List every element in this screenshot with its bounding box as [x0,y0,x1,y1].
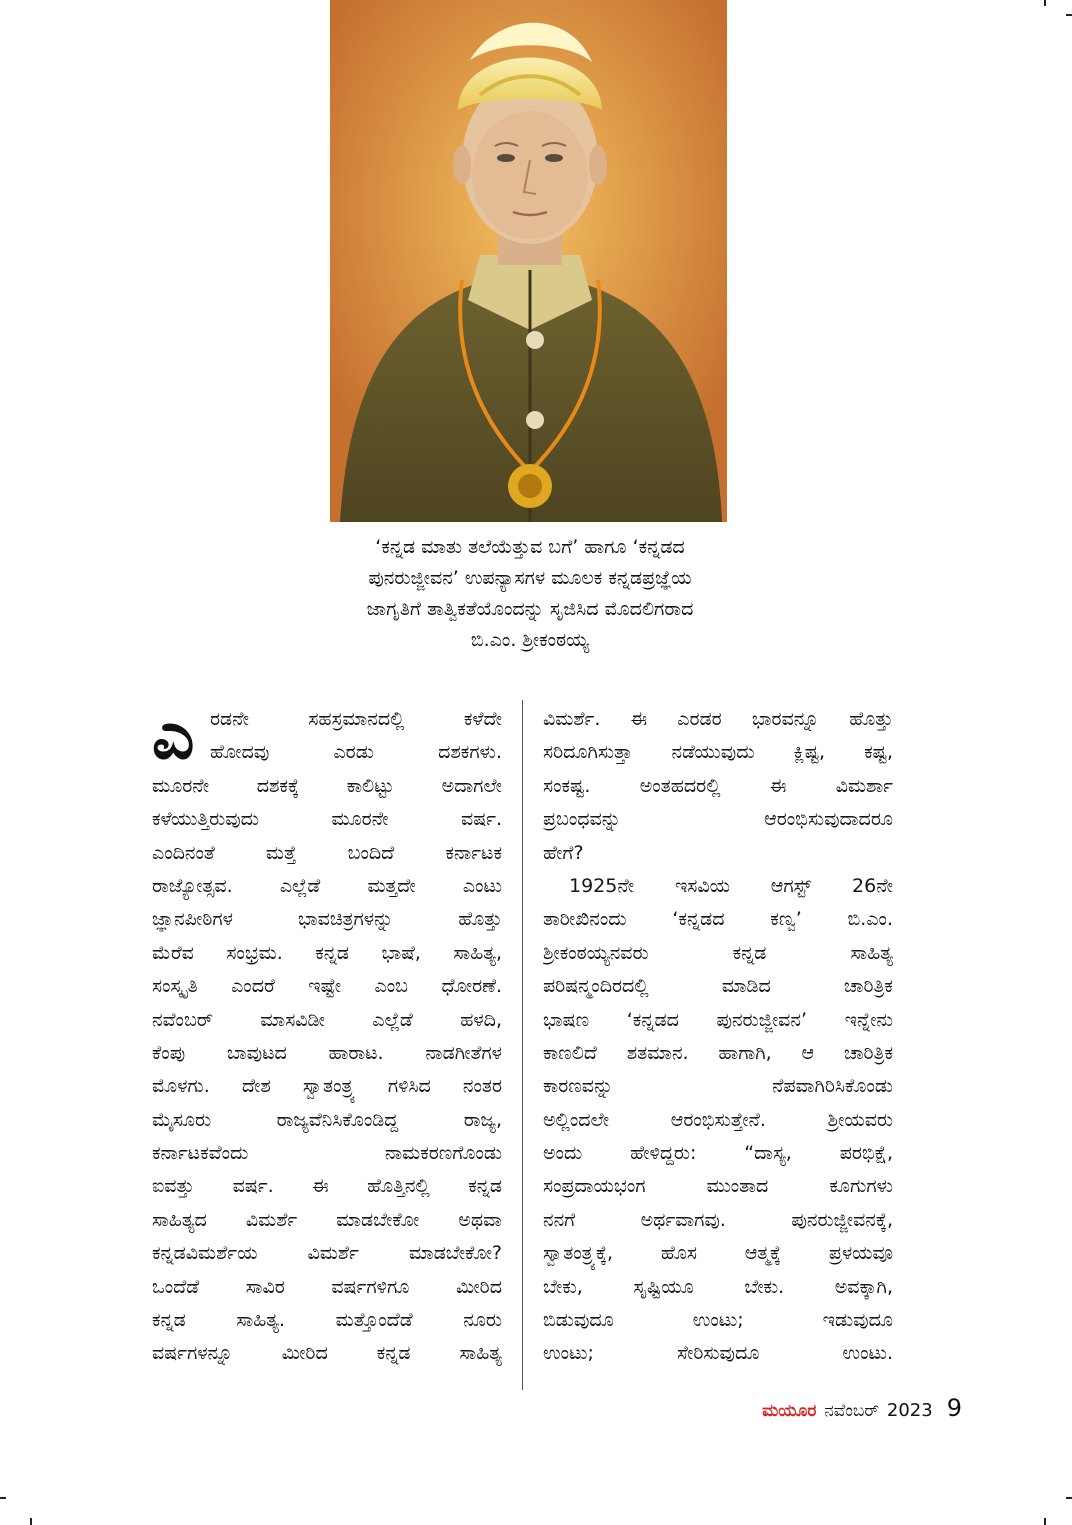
crop-mark [1066,1497,1072,1499]
text-line: ಕಾರಣವನ್ನು ನೆಪವಾಗಿರಿಸಿಕೊಂಡು [543,1075,893,1098]
caption-line: ಪುನರುಜ್ಜೀವನ’ ಉಪನ್ಯಾಸಗಳ ಮೂಲಕ ಕನ್ನಡಪ್ರಜ್ಞೆಯ [368,567,692,589]
text-line: ಸಂಪ್ರದಾಯಭಂಗ ಮುಂತಾದ ಕೂಗುಗಳು [543,1175,893,1198]
text-line: ಮೂರನೇ ದಶಕಕ್ಕೆ ಕಾಲಿಟ್ಟು ಅದಾಗಲೇ [152,774,502,797]
text-line: ಪ್ರಬಂಧವನ್ನು ಆರಂಭಿಸುವುದಾದರೂ [543,808,893,831]
text-line: ಮೈಸೂರು ರಾಜ್ಯವೆನಿಸಿಕೊಂಡಿದ್ದ ರಾಜ್ಯ, [152,1108,502,1131]
issue-month: ನವೆಂಬರ್ [824,1401,879,1421]
text-line: ಶ್ರೀಕಂಠಯ್ಯನವರು ಕನ್ನಡ ಸಾಹಿತ್ಯ [543,941,893,964]
page-number: 9 [946,1394,962,1422]
text-line: ಜ್ಞಾನಪೀಠಿಗಳ ಭಾವಚಿತ್ರಗಳನ್ನು ಹೊತ್ತು [152,908,502,931]
text-line: ಹೇಗೆ? [543,841,584,864]
crop-mark [1066,14,1072,16]
text-line: ಒಂದೆಡೆ ಸಾವಿರ ವರ್ಷಗಳಿಗೂ ಮೀರಿದ [152,1275,502,1298]
text-line: ಕನ್ನಡ ಸಾಹಿತ್ಯ. ಮತ್ತೊಂದೆಡೆ ನೂರು [152,1309,502,1332]
text-line: ಸಂಕಷ್ಟ. ಅಂತಹದರಲ್ಲಿ ಈ ವಿಮರ್ಶಾ [543,774,893,797]
text-line: ರಾಜ್ಯೋತ್ಸವ. ಎಲ್ಲೆಡೆ ಮತ್ತದೇ ಎಂಟು [152,874,502,897]
text-line: ಹೋದವು ಎರಡು ದಶಕಗಳು. [210,741,502,764]
column-divider [522,700,523,1390]
text-line: ತಾರೀಖಿನಂದು ‘ಕನ್ನಡದ ಕಣ್ವ’ ಬಿ.ಎಂ. [543,908,893,931]
portrait-photo [330,0,727,522]
text-line: ರಡನೇ ಸಹಸ್ರಮಾನದಲ್ಲಿ ಕಳೆದೇ [210,708,502,730]
caption-line: ಜಾಗೃತಿಗೆ ತಾತ್ವಿಕತೆಯೊಂದನ್ನು ಸೃಜಿಸಿದ ಮೊದಲಿಗರಾದ [366,598,694,620]
text-line: ಕರ್ನಾಟಕವೆಂದು ನಾಮಕರಣಗೊಂಡು [152,1142,502,1165]
crop-mark [1044,1518,1046,1525]
text-line: ಕಳೆಯುತ್ತಿರುವುದು ಮೂರನೇ ವರ್ಷ. [152,808,502,831]
text-line: ಎಂದಿನಂತೆ ಮತ್ತೆ ಬಂದಿದೆ ಕರ್ನಾಟಕ [152,841,502,864]
article-left-column [152,697,502,1371]
text-line: ಪರಿಷನ್ಮಂದಿರದಲ್ಲಿ ಮಾಡಿದ ಚಾರಿತ್ರಿಕ [543,975,893,998]
caption-line: ‘ಕನ್ನಡ ಮಾತು ತಲೆಯೆತ್ತುವ ಬಗೆ’ ಹಾಗೂ ‘ಕನ್ನಡದ [375,536,685,558]
text-line: ನನಗೆ ಅರ್ಥವಾಗವು. ಪುನರುಜ್ಜೀವನಕ್ಕೆ, [543,1208,893,1231]
text-line: ಕೆಂಪು ಬಾವುಟದ ಹಾರಾಟ. ನಾಡಗೀತೆಗಳ [152,1041,502,1064]
text-line: ಬಿಡುವುದೂ ಉಂಟು; ಇಡುವುದೂ [543,1309,893,1332]
text-line: ನವೆಂಬರ್ ಮಾಸವಿಡೀ ಎಲ್ಲೆಡೆ ಹಳದಿ, [152,1008,502,1031]
page-footer [762,1394,962,1428]
text-line: ಭಾಷಣ ‘ಕನ್ನಡದ ಪುನರುಜ್ಜೀವನ’ ಇನ್ನೇನು [543,1008,893,1031]
text-line: ಸಾಹಿತ್ಯದ ವಿಮರ್ಶೆ ಮಾಡಬೇಕೋ ಅಥವಾ [152,1208,502,1231]
text-line: ಸರಿದೂಗಿಸುತ್ತಾ ನಡೆಯುವುದು ಕ್ಲಿಷ್ಟ, ಕಷ್ಟ, [543,741,893,764]
text-line: ಮೊಳಗು. ದೇಶ ಸ್ವಾತಂತ್ರ್ಯ ಗಳಿಸಿದ ನಂತರ [152,1075,502,1098]
text-line: ಅಲ್ಲಿಂದಲೇ ಆರಂಭಿಸುತ್ತೇನೆ. ಶ್ರೀಯವರು [543,1108,893,1131]
text-line: ಸ್ವಾತಂತ್ರ್ಯಕ್ಕೆ, ಹೊಸ ಆತ್ಮಕ್ಕೆ ಪ್ರಳಯವೂ [543,1242,893,1265]
text-line: ಐವತ್ತು ವರ್ಷ. ಈ ಹೊತ್ತಿನಲ್ಲಿ ಕನ್ನಡ [152,1175,502,1198]
crop-mark [30,1518,32,1525]
text-line: ಉಂಟು; ಸೇರಿಸುವುದೂ ಉಂಟು. [543,1342,893,1365]
caption-line: ಬಿ.ಎಂ. ಶ್ರೀಕಂಠಯ್ಯ [470,629,590,651]
text-line: ಕಾಣಲಿದೆ ಶತಮಾನ. ಹಾಗಾಗಿ, ಆ ಚಾರಿತ್ರಿಕ [543,1041,893,1064]
text-line: ಮೆರೆವ ಸಂಭ್ರಮ. ಕನ್ನಡ ಭಾಷೆ, ಸಾಹಿತ್ಯ, [152,941,502,964]
text-line: ಬೇಕು, ಸೃಷ್ಟಿಯೂ ಬೇಕು. ಅವಕ್ಕಾಗಿ, [543,1275,893,1298]
photo-caption [270,532,790,656]
crop-mark [1044,0,1046,6]
text-line: ಸಂಸ್ಕೃತಿ ಎಂದರೆ ಇಷ್ಟೇ ಎಂಬ ಧೋರಣೆ. [152,975,502,998]
magazine-brand: ಮಯೂರ [762,1401,817,1421]
crop-mark [0,1497,6,1499]
text-line: ವರ್ಷಗಳನ್ನೂ ಮೀರಿದ ಕನ್ನಡ ಸಾಹಿತ್ಯ [152,1342,502,1365]
text-line: ಅಂದು ಹೇಳಿದ್ದರು: “ದಾಸ್ಯ, ಪರಭಿಕ್ಷೆ, [543,1142,893,1165]
text-line: ವಿಮರ್ಶೆ. ಈ ಎರಡರ ಭಾರವನ್ನೂ ಹೊತ್ತು [543,708,893,730]
issue-year: 2023 [886,1400,933,1421]
article-right-column [543,703,893,1371]
drop-cap: ಎ [152,697,195,774]
text-line: 1925ನೇ ಇಸವಿಯ ಆಗಸ್ಟ್ 26ನೇ [569,874,893,897]
text-line: ಕನ್ನಡವಿಮರ್ಶೆಯ ವಿಮರ್ಶೆ ಮಾಡಬೇಕೋ? [152,1242,502,1265]
